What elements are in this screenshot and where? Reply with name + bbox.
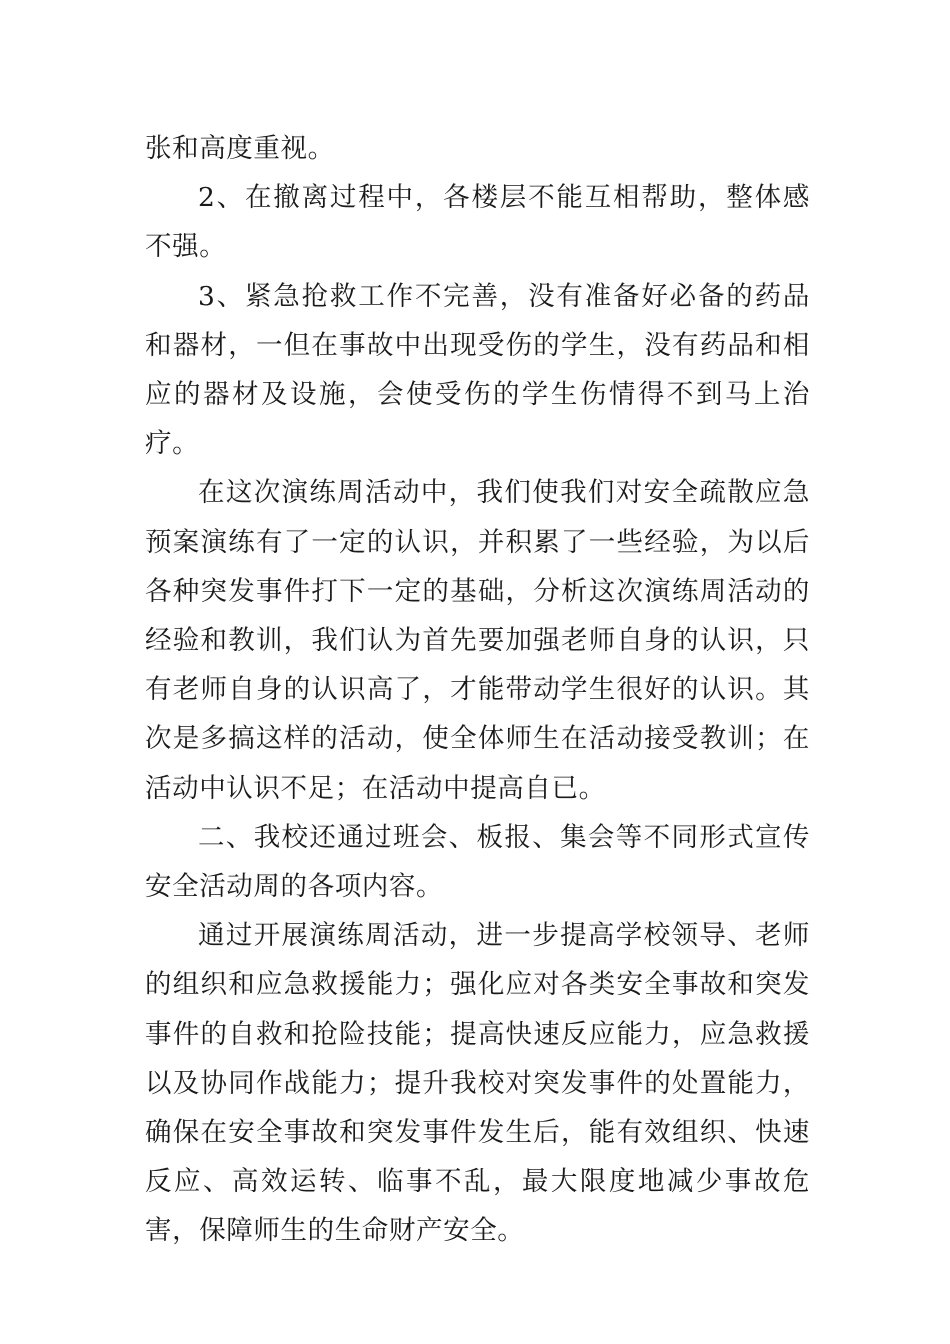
paragraph-continuation: 张和高度重视。	[145, 133, 335, 164]
document-body	[145, 124, 810, 1256]
paragraph-conclusion: 通过开展演练周活动，进一步提高学校领导、老师的组织和应急救援能力；强化应对各类安全事故和突发事件的自救和抢险技能；提高快速反应能力，应急救援以及协同作战能力；提升我校对突发事件的处置能力，确保在安全事故和突发事件发生后，能有效组织、快速反应、高效运转、临事不乱，最大限度地减少事故危害，保障师生的生命财产安全。	[145, 920, 810, 1247]
paragraph-item-2: 2、在撤离过程中，各楼层不能互相帮助，整体感不强。	[145, 182, 810, 263]
paragraph-section-two: 二、我校还通过班会、板报、集会等不同形式宣传安全活动周的各项内容。	[145, 821, 810, 903]
paragraph-analysis: 在这次演练周活动中，我们使我们对安全疏散应急预案演练有了一定的认识，并积累了一些经验，为以后各种突发事件打下一定的基础，分析这次演练周活动的经验和教训，我们认为首先要加强老师自身的认识，只有老师自身的认识高了，才能带动学生很好的认识。其次是多搞这样的活动，使全体师生在活动接受教训；在活动中认识不足；在活动中提高自已。	[145, 477, 810, 804]
paragraph-item-3: 3、紧急抢救工作不完善，没有准备好必备的药品和器材，一但在事故中出现受伤的学生，没有药品和相应的器材及设施，会使受伤的学生伤情得不到马上治疗。	[145, 280, 810, 460]
